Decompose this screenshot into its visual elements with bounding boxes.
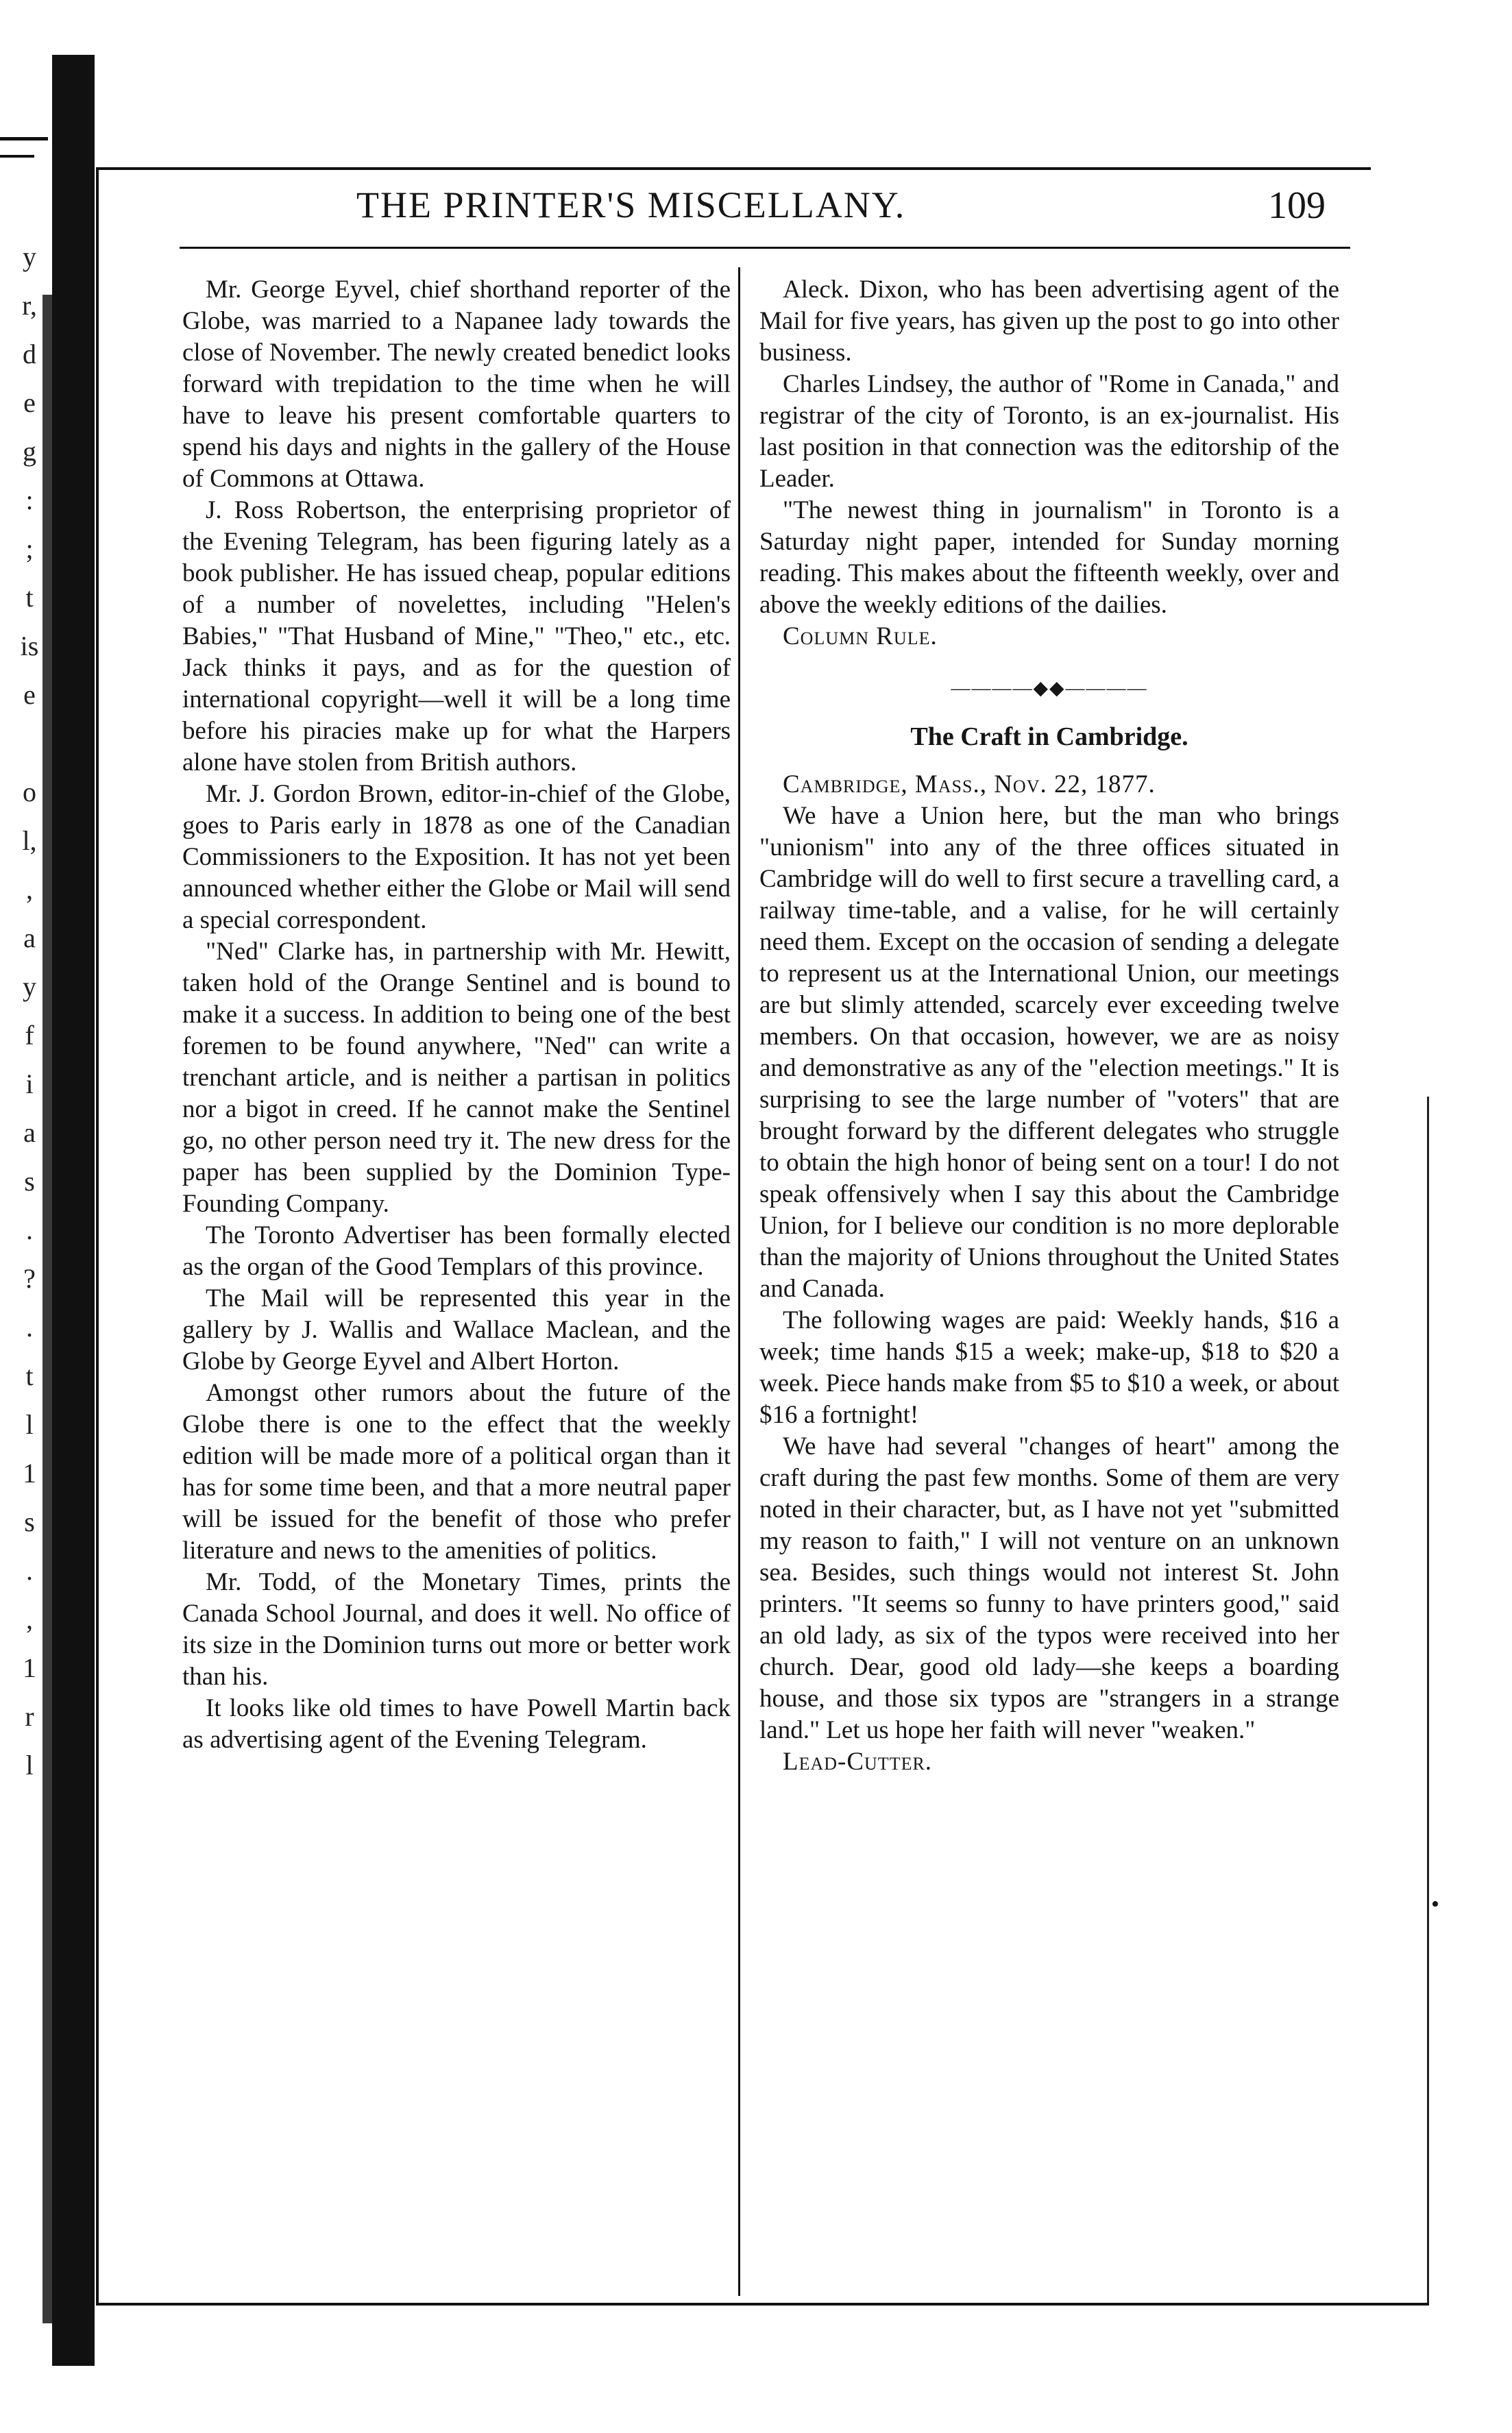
paragraph: Amongst other rumors about the future of the Globe there is one to the effect that the weekly edition will be made more of a political organ than it has for some time been, and that a more neutral paper will be issued for the benefit of those who prefer literature and news to the amenities of politics. xyxy=(182,1379,731,1565)
paragraph: J. Ross Robertson, the enterprising proprietor of the Evening Telegram, has been figuring lately as a book publisher. He has issued cheap, popular editions of a number of novelettes, including "Helen's Babies," "That Husband of Mine," "Theo," etc., etc. Jack thinks it pays, and as for the question of international copyright—well it will be a long time before his piracies make up for what the Harpers alone have stolen from British authors. xyxy=(182,496,731,777)
page-frame-right xyxy=(1427,1097,1429,2304)
paragraph: We have a Union here, but the man who brings "unionism" into any of the three offices situated in Cambridge will do well to first secure a travelling card, a railway time-table, and a valise, for he will certainly need them. Except on the occasion of sending a delegate to represent us at the International Union, our meetings are but slimly attended, scarcely ever exceeding twelve members. On that occasion, however, we are as noisy and demonstrative as any of the "election meetings." It is surprising to see the large number of "voters" that are brought forward by the different delegates who struggle to obtain the high honor of being sent on a tour! I do not speak offensively when I say this about the Cambridge Union, for I believe our condition is no more deplorable than the majority of Unions throughout the United States and Canada. xyxy=(759,802,1339,1303)
paragraph: The Toronto Advertiser has been formally elected as the organ of the Good Templars of this province. xyxy=(182,1221,731,1281)
paragraph: Mr. J. Gordon Brown, editor-in-chief of the Globe, goes to Paris early in 1878 as one of the Canadian Commissioners to the Exposition. It has not yet been announced whether either the Globe or Mail will send a special correspondent. xyxy=(182,780,731,934)
page-number: 109 xyxy=(1268,184,1326,227)
section-ornament: ————◆◆———— xyxy=(951,678,1148,699)
paragraph: Mr. Todd, of the Monetary Times, prints the Canada School Journal, and does it well. No office of its size in the Dominion turns out more or better work than his. xyxy=(182,1568,731,1691)
page-title: THE PRINTER'S MISCELLANY. xyxy=(356,184,906,225)
paragraph: Aleck. Dixon, who has been advertising agent of the Mail for five years, has given up the post to go into other business. xyxy=(759,276,1339,367)
bleed-fragment: is xyxy=(20,631,39,661)
bleed-fragment: y xyxy=(23,971,36,1002)
bleed-fragment: e xyxy=(23,679,36,710)
dateline: Cambridge, Mass., Nov. 22, 1877. xyxy=(783,770,1156,798)
bleed-fragment: a xyxy=(23,1117,36,1148)
bleed-fragment: g xyxy=(23,436,36,467)
bleed-fragment: : xyxy=(25,485,34,515)
bleed-fragment: a xyxy=(23,922,36,953)
bleed-fragment: ; xyxy=(25,533,34,564)
paragraph: Charles Lindsey, the author of "Rome in Canada," and registrar of the city of Toronto, is an ex-journalist. His last position in that connection was the editorship of the Leader. xyxy=(759,370,1339,493)
bleed-fragment: r, xyxy=(22,290,37,321)
paragraph: "The newest thing in journalism" in Toronto is a Saturday night paper, intended for Sunday morning reading. This makes about the fifteenth weekly, over and above the weekly editions of the dailies. xyxy=(759,496,1339,619)
bleed-fragment: i xyxy=(25,1068,34,1099)
bleed-fragment: . xyxy=(26,1555,33,1586)
bleed-fragment: y xyxy=(23,241,36,272)
left-column xyxy=(182,274,731,1756)
bleed-fragment xyxy=(5,720,53,768)
header-rule xyxy=(180,247,1350,249)
page-frame-left xyxy=(96,167,99,2304)
binding-shadow xyxy=(52,55,95,2366)
bleed-fragment: , xyxy=(26,874,33,905)
bleed-fragment: s xyxy=(24,1166,35,1197)
bleed-fragment: 1 xyxy=(23,1458,36,1489)
bleed-fragment: . xyxy=(26,1312,33,1343)
bleed-fragment: , xyxy=(26,1604,33,1635)
section-heading: The Craft in Cambridge. xyxy=(910,722,1188,751)
signature: Lead-Cutter. xyxy=(783,1748,933,1776)
paragraph: Mr. George Eyvel, chief shorthand reporter of the Globe, was married to a Napanee lady towards the close of November. The newly created benedict looks forward with trepidation to the time when he will have to leave his present comfortable quarters to spend his days and nights in the gallery of the House of Commons at Ottawa. xyxy=(182,276,731,493)
paragraph: "Ned" Clarke has, in partnership with Mr. Hewitt, taken hold of the Orange Sentinel and is bound to make it a success. In addition to being one of the best foremen to be found anywhere, "Ned" can write a trenchant article, and is neither a partisan in politics nor a bigot in creed. If he cannot make the Sentinel go, no other person need try it. The new dress for the paper has been supplied by the Dominion Type-Founding Company. xyxy=(182,938,731,1218)
bleed-fragment: . xyxy=(26,1214,33,1245)
bleed-fragment: l xyxy=(25,1409,34,1440)
bleed-fragment: o xyxy=(23,777,36,807)
bleed-fragment: s xyxy=(24,1506,35,1537)
signature: Column Rule. xyxy=(783,622,938,650)
paragraph: It looks like old times to have Powell Martin back as advertising agent of the Evening Telegram. xyxy=(182,1694,731,1754)
bleed-fragment: ? xyxy=(23,1263,36,1294)
page-frame-bottom xyxy=(96,2303,1429,2306)
bleed-fragment: f xyxy=(25,1020,34,1051)
margin-speck: • xyxy=(1431,1892,1439,1917)
bleed-fragment: e xyxy=(23,387,36,418)
paragraph: We have had several "changes of heart" among the craft during the past few months. Some of them are very noted in their character, but, as I have not yet "submitted my reason to faith," I will not venture on an unknown sea. Besides, such things would not interest St. John printers. "It seems so funny to have printers good," said an old lady, as six of the typos were received into her church. Dear, good old lady—she keeps a boarding house, and those six typos are "strangers in a strange land." Let us hope her faith will never "weaken." xyxy=(759,1432,1339,1744)
bleed-fragment: t xyxy=(25,582,34,613)
page-edge-line xyxy=(0,137,48,140)
facing-page-bleed xyxy=(5,233,53,1988)
right-column xyxy=(759,274,1339,1778)
bleed-fragment: d xyxy=(23,339,36,369)
page-frame-top xyxy=(96,167,1371,170)
bleed-fragment: r xyxy=(25,1701,34,1732)
paragraph: The Mail will be represented this year in the gallery by J. Wallis and Wallace Maclean, and the Globe by George Eyvel and Albert Horton. xyxy=(182,1284,731,1376)
bleed-fragment: 1 xyxy=(23,1652,36,1683)
bleed-fragment: l xyxy=(25,1750,34,1781)
column-rule xyxy=(738,267,740,2296)
page-edge-line xyxy=(0,155,34,158)
bleed-fragment: l, xyxy=(22,825,37,856)
paragraph: The following wages are paid: Weekly hands, $16 a week; time hands $15 a week; make-up, $18 to $20 a week. Piece hands make from $5 to $10 a week, or about $16 a fortnight! xyxy=(759,1306,1339,1429)
running-head xyxy=(103,184,1357,239)
bleed-fragment: t xyxy=(25,1360,34,1391)
